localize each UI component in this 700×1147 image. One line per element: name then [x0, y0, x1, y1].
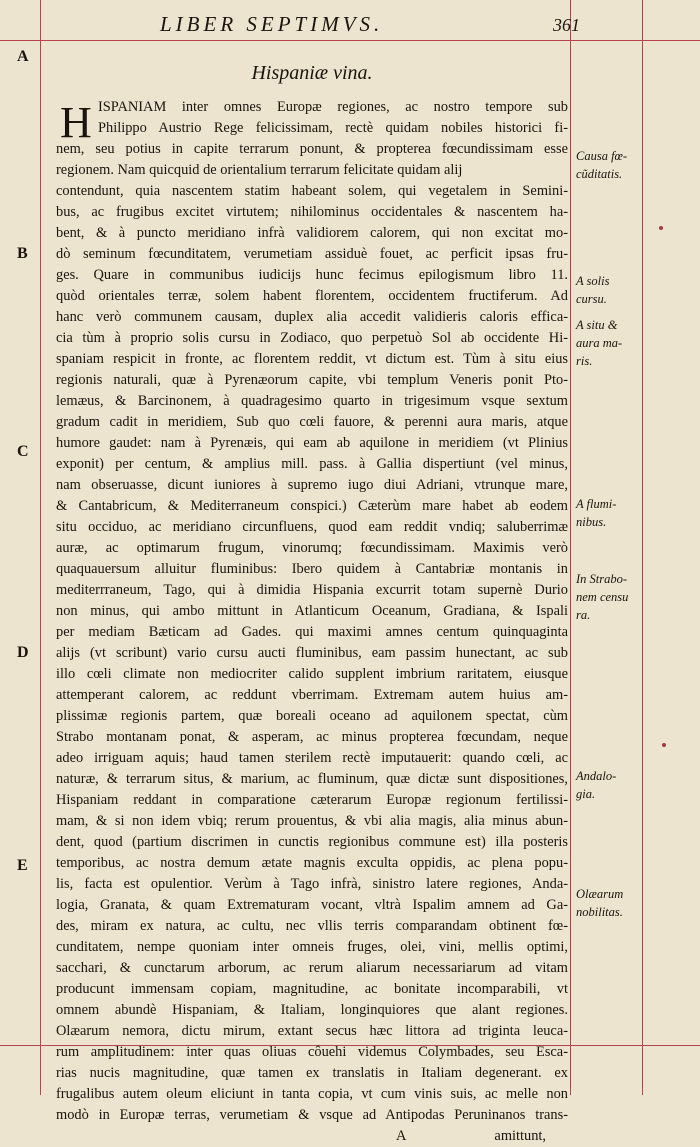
text-line: cia tùm à proprio solis cursu in Zodiaco, quo perpetuò Sol ab occidente Hi-: [56, 330, 568, 346]
running-title: LIBER SEPTIMVS.: [160, 12, 384, 36]
text-line: naturæ, & terrarum situs, & marium, ac fluminum, quæ dictæ sunt dispositiones,: [56, 771, 568, 787]
text-line: ISPANIAM inter omnes Europæ regiones, ac nostro tempore sub: [98, 99, 568, 115]
margin-note-situ: A situ & aura ma- ris.: [576, 318, 623, 368]
margin-note-fluminibus: A flumi- nibus.: [576, 497, 617, 529]
section-title: Hispaniæ vina.: [251, 62, 373, 84]
text-line: Strabo montanam ponat, & asperam, ac minus propterea fœcundam, neque: [56, 729, 568, 745]
drop-initial: H: [60, 98, 92, 147]
text-line: mam, & si non idem vbiq; rerum prouentus, & vbi alia magis, alia minus abun-: [56, 813, 568, 829]
text-line: Olæarum nemora, dictu mirum, extant secus hæc littora ad triginta leuca-: [56, 1023, 568, 1039]
text-line: regionem. Nam quicquid de orientalium terrarum felicitate quidam alij: [56, 162, 463, 178]
margin-dot: [662, 743, 666, 747]
text-line: logia, Granata, & quam Extrematuram vocant, vltrà Ispalim amnem ad Ga-: [56, 897, 568, 913]
text-line: regionis naturali, quæ à Pyrenæorum capite, vbi templum Veneris ponit Pto-: [56, 372, 568, 388]
text-line: non minus, qui ambo mittunt in Atlanticum Oceanum, Gradiana, & Ispali: [56, 603, 568, 619]
page-header: [160, 12, 580, 34]
text-line: per mediam Bæticam ad Gades. qui maximi amnes centum quinquaginta: [56, 624, 568, 640]
text-line: modò in Europæ terras, verumetiam & vsque ad Antipodas Peruninanos trans-: [56, 1107, 568, 1123]
text-line: bus, ac frugibus excitet virtutem; nihilominus occidentales & nascentem ha-: [56, 204, 568, 220]
text-line: sacchari, & cunctarum arborum, ac rerum aliarum necessariarum ad vitam: [56, 960, 568, 976]
section-letter-c: C: [17, 443, 29, 460]
text-line: Philippo Austrio Rege felicissimam, rectè quidam nobiles historici fi-: [98, 120, 568, 136]
text-line: Hispaniam reddant in comparatione cæterarum Europæ regionum fertilissi-: [56, 792, 568, 808]
text-right-rule: [570, 0, 571, 1095]
text-line: mediterrraneum, Tago, qui à dimidia Hispania excurrit totam supernè Durio: [56, 582, 568, 598]
text-line: attemperant calorem, ac reddunt vberrimam. Extremam autem huius am-: [56, 687, 568, 703]
text-line: illo cœli climate non mediocriter calido supplent imbrium raritatem, eiusque: [56, 666, 568, 682]
text-line: adeo irriguam aquis; haud tamen sterilem rectè imputauerit: quando cœli, ac: [56, 750, 568, 766]
text-line: frugalibus autem oleum eliciunt in tanta copia, vt cum vinis suis, ac melle non: [56, 1086, 568, 1102]
text-line: exponit) per centum, & amplius mill. pass. à Gallia dispertiunt (vel minus,: [56, 456, 568, 472]
text-line: quaquauersum alluitur fluminibus: Ibero quidem à Cantabriæ montanis in: [56, 561, 568, 577]
text-line: nem, seu potius in capite terrarum ponunt, & propterea fœcundissimam esse: [56, 141, 568, 157]
text-line: temporibus, ac nostra demum ætate magnis exculta oppidis, ac plena popu-: [56, 855, 568, 871]
text-line: bent, & à puncto meridiano infrà validiorem calorem, qui non excitat mo-: [56, 225, 568, 241]
left-margin-rule: [40, 0, 41, 1095]
header-rule: [0, 40, 700, 41]
text-line: quòd orientales terræ, solem habent florentem, occidentem fructiferum. Ad: [56, 288, 568, 304]
text-line: producunt immensam copiam, magnitudine, ac bonitate incomparabili, vt: [56, 981, 568, 997]
text-line: dent, quod (partium discrimen in cunctis regionibus commune est) illa posteris: [56, 834, 568, 850]
text-line: des, miram ex natura, ac cultu, nec vllis terris comparandam obtinent fœ-: [56, 918, 568, 934]
text-line: contendunt, quia nascentem statim habeant solem, qui vegetalem in Semini-: [56, 183, 568, 199]
text-line: lis, facta est opulentior. Verùm à Tago infrà, sinistro latere regiones, Anda-: [56, 876, 568, 892]
section-letter-d: D: [17, 644, 29, 661]
signature-mark: A a: [396, 1128, 501, 1144]
text-line: hanc verò communem causam, duplex alia accedit validieris caloris effica-: [56, 309, 568, 325]
section-letter-a: A: [17, 48, 29, 65]
text-line: rum amplitudinem: inter quas oliuas côuehi videmus Colymbades, seu Esca-: [56, 1044, 568, 1060]
text-line: lemæus, & Barcinonem, à quadragesimo quarto in trigesimum vsque sextum: [56, 393, 568, 409]
margin-note-strabo: In Strabo- nem censu ra.: [576, 572, 629, 622]
section-letter-e: E: [17, 857, 28, 874]
margin-note-andalogia: Andalo- gia.: [576, 769, 617, 801]
margin-dot: [659, 226, 663, 230]
right-margin-rule: [642, 0, 643, 1095]
text-line: omnem abundè Hispaniam, & Italiam, longinquiores que alant regiones.: [56, 1002, 568, 1018]
text-line: cunditatem, nempe quoniam inter omneis fruges, olei, vini, mellis optimi,: [56, 939, 568, 955]
text-line: spaniam respicit in fronte, ac florentem reddit, vt dictum est. Tùm à situ eius: [56, 351, 568, 367]
text-line: dò seminum fœcunditatem, verumetiam assiduè fouet, ac perficit ipsas fru-: [56, 246, 568, 262]
text-line: alijs (vt scribunt) vario cursu aucti fluminibus, eam passim hunectant, ac sub: [56, 645, 568, 661]
page-number: 361: [553, 15, 580, 35]
margin-note-olaearum: Olæarum nobilitas.: [576, 887, 624, 919]
text-line: & Cantabricum, & Mediterraneum conspici.) Cæterùm mare habet ab eodem: [56, 498, 568, 514]
catchword-line: [56, 1126, 568, 1147]
margin-note-solis: A solis cursu.: [576, 274, 610, 306]
text-line: auræ, ac optimarum frugum, vinorumq; fœcundissimam. Maximis verò: [56, 540, 568, 556]
text-line: ges. Quare in communibus iudicijs hunc fecimus epilogismum libro 11.: [56, 267, 568, 283]
catchword: mittunt,: [500, 1128, 546, 1144]
text-line: nam obseruasse, dicunt iuniores à supremo iugo diui Adriani, vtrunque mare,: [56, 477, 568, 493]
text-line: rias nucis magnitudine, quæ tamen ex translatis in Italiam degenerant. ex: [56, 1065, 568, 1081]
text-line: situ occiduo, ac meridiano circunfluens, quod eam reddit vndiq; saluberrimæ: [56, 519, 568, 535]
section-letter-b: B: [17, 245, 28, 262]
body-text: [56, 97, 568, 1147]
text-line: gradum cadit in meridiem, Sub quo cœli fauore, & perenni aura maris, atque: [56, 414, 568, 430]
text-line: humore gaudet: nam à Pyrenæis, qui eam ab aquilone in meridiem (vt Plinius: [56, 435, 568, 451]
text-line: plissimæ regionis partem, quæ boreali oceano ad aquilonem spectat, cùm: [56, 708, 568, 724]
margin-note-causa: Causa fœ- cũditatis.: [576, 149, 628, 181]
